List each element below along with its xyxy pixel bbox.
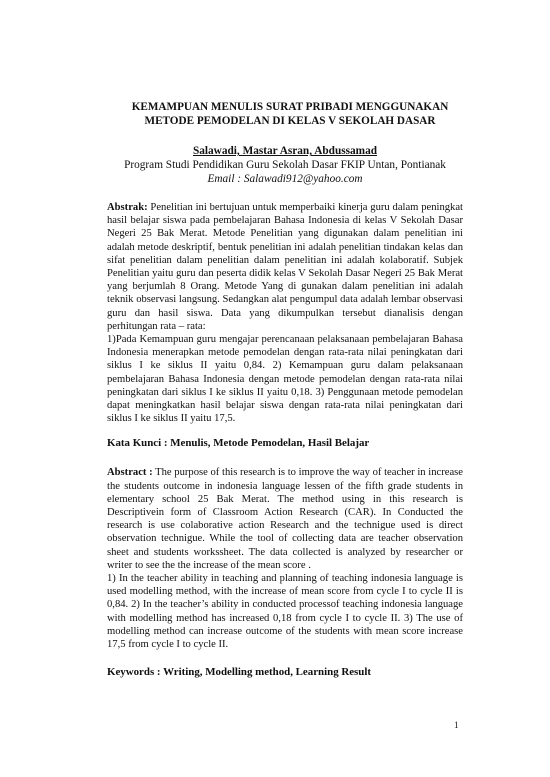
author-affiliation: Program Studi Pendidikan Guru Sekolah Dasar FKIP Untan, Pontianak <box>124 159 446 171</box>
author-names: Salawadi, Mastar Asran, Abdussamad <box>192 145 378 157</box>
keywords: Keywords : Writing, Modelling method, Learning Result <box>107 666 372 679</box>
abstrak-paragraph <box>107 201 463 333</box>
title-line-1: KEMAMPUAN MENULIS SURAT PRIBADI MENGGUNAKAN <box>131 101 449 113</box>
abstrak-results-paragraph: 1)Pada Kemampuan guru mengajar perencanaan pelaksanaan pembelajaran Bahasa Indonesia menerapkan metode pemodelan dengan rata-rata nilai peningkatan dari siklus I ke siklus II yaitu 0,84. 2) Kemampuan guru dalam pelaksanaan pembelajaran Bahasa Indonesia dengan metode pemodelan dengan rata-rata nilai peningkatan dari siklus I ke siklus II yaitu 0,18. 3) Penggunaan metode pemodelan dapat meningkatkan hasil belajar siswa dengan rata-rata nilai peningkatan dari siklus I ke siklus II yaitu 17,5. <box>107 334 463 425</box>
paper-page <box>107 100 463 679</box>
abstract-results-paragraph: 1) In the teacher ability in teaching and planning of teaching indonesia language is used modelling method, with the increase of mean score from cycle I to cycle II is 0,84. 2) In the teacher’s ability in conducted processof teaching indonesia language with modelling method has increased 0,18 from cycle I to cycle II. 3) The use of modelling method can increase outcome of the students with mean score increase 17,5 from cycle I to cycle II. <box>107 573 463 651</box>
abstract-text: The purpose of this research is to improve the way of teacher in increase the students outcome in indonesia language lessen of the fifth grade students in elementary school 25 Bak Merat. The method using in this research is Descriptivein form of Classroom Action Research (CAR). In Conducted the research is use colaborative action Research and the technigue used is direct observation technigue. While the tool of collecting data are teacher observation sheet and students workssheet. The data collected is analyzed by researcher or writer to see the the increase of the mean score . <box>107 467 463 571</box>
title-line-2: METODE PEMODELAN DI KELAS V SEKOLAH DASAR <box>144 115 436 127</box>
abstrak-label: Abstrak: <box>107 202 148 213</box>
author-block <box>107 144 463 186</box>
abstract-paragraph <box>107 466 463 572</box>
paper-title <box>107 100 463 128</box>
page-number: 1 <box>454 720 459 730</box>
abstrak-text: Penelitian ini bertujuan untuk memperbaiki kinerja guru dalam peningkat hasil belajar siswa pada pembelajaran Bahasa Indonesia di kelas V Sekolah Dasar Negeri 25 Bak Merat. Metode Penelitian yang digunakan dalam penelitian ini adalah metode deskriptif, bentuk penelitian ini adalah penelitian tindakan kelas dan sifat penelitian dalam penelitian dalam penelitian ini adalah kolaboratif. Subjek Penelitian yaitu guru dan peserta didik kelas V Sekolah Dasar Negeri 25 Bak Merat yang berjumlah 8 Orang. Metode Yang di gunakan dalam penelitian ini adalah teknik observasi langsung. Sedangkan alat pengumpul data adalah lembar observasi guru dan hasil siswa. Data yang dikumpulkan tersebut dianalisis dengan perhitungan rata – rata: <box>107 202 463 332</box>
kata-kunci: Kata Kunci : Menulis, Metode Pemodelan, Hasil Belajar <box>107 437 370 450</box>
author-email: Email : Salawadi912@yahoo.com <box>207 173 363 185</box>
abstract-label: Abstract : <box>107 467 153 479</box>
